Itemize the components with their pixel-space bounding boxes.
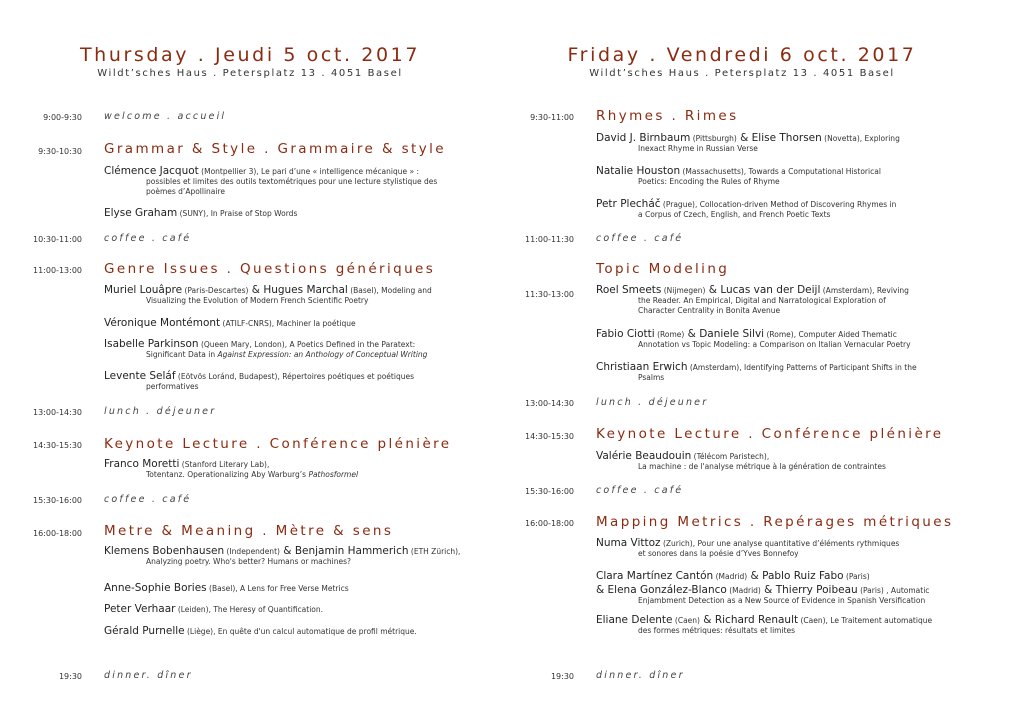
talk-title-cont: Annotation vs Topic Modeling: a Comparison on Italian Vernacular Poetry [638,340,911,349]
talk-title: , Towards a Computational Historical [743,167,881,176]
talk [596,285,996,316]
talk-title-cont: performatives [146,382,199,391]
break-dinner: dinner. dîner [104,670,193,681]
time-label: 15:30-16:00 [33,496,82,505]
time-label: 11:30-13:00 [525,290,574,299]
talk-title-cont: Enjambment Detection as a New Source of Evidence in Spanish Versification [638,596,926,605]
affiliation: (Paris) [843,572,870,581]
talk [596,615,996,636]
speaker: Anne-Sophie Bories [104,582,207,594]
talk [104,371,504,392]
speaker: Numa Vittoz [596,537,661,549]
talk-title: , [266,460,270,469]
talk-title: , Automatic [883,586,930,595]
session-title: Genre Issues . Questions génériques [104,261,436,277]
break-welcome: welcome . accueil [104,111,227,122]
affiliation: (Novetta) [821,134,860,143]
break-dinner: dinner. dîner [596,670,685,681]
time-label: 16:00-18:00 [33,529,82,538]
talk [104,604,504,615]
ampersand: & [279,545,295,557]
day-title: Friday . Vendredi 6 oct. 2017 [567,44,917,66]
affiliation: (Basel) [347,286,377,295]
speaker: Eliane Delente [596,614,673,626]
talk-title-cont: La machine : de l'analyse métrique à la génération de contraintes [638,462,886,471]
speaker: Fabio Ciotti [596,328,655,340]
speaker: Pablo Ruiz Fabo [762,570,844,582]
time-label: 19:30 [58,672,82,681]
speaker: Valérie Beaudouin [596,450,692,462]
speaker: Franco Moretti [104,458,180,470]
speaker: Benjamin Hammerich [294,545,409,557]
talk [596,571,996,582]
affiliation: (Eötvös Loránd, Budapest) [175,372,278,381]
talk [596,329,996,350]
talk-title: , Machiner la poétique [271,319,356,328]
talk-title-cont: Significant Data in Against Expression: an Anthology of Conceptual Writing [146,350,428,359]
speaker: Daniele Silvi [699,328,765,340]
affiliation: (Queen Mary, London) [198,340,285,349]
thursday-column [30,0,470,724]
speaker: Muriel Louâpre [104,284,183,296]
ampersand: & [684,328,700,340]
talk-title-cont: Visualizing the Evolution of Modern French Scientific Poetry [146,296,369,305]
affiliation: (Caen) [672,616,700,625]
speaker: Gérald Purnelle [104,625,185,637]
ampersand: & [760,584,776,596]
break-coffee: coffee . café [104,233,192,244]
speaker: Klemens Bobenhausen [104,545,225,557]
affiliation: (Zurich) [660,539,693,548]
speaker: Clémence Jacquot [104,165,199,177]
session-title: Rhymes . Rimes [596,108,739,124]
session-title: Grammar & Style . Grammaire & style [104,141,446,157]
talk-title-cont: des formes métriques: résultats et limites [638,626,796,635]
talk [104,166,504,197]
session-title: Keynote Lecture . Conférence plénière [596,426,944,442]
talk-title: , Le Traitement automatique [825,616,933,625]
talk [104,459,504,480]
affiliation: (ETH Zürich) [408,547,459,556]
affiliation: (Independent) [224,547,280,556]
venue: Wildt’sches Haus . Petersplatz 13 . 4051 Basel [589,68,895,79]
talk-title-cont: a Corpus of Czech, English, and French Poetic Texts [638,210,831,219]
affiliation: (Amsterdam) [820,286,873,295]
talk-title: , In Praise of Stop Words [205,209,298,218]
talk-title: , Le pari d’une « intelligence mécanique » : [256,167,420,176]
time-label: 9:30-11:00 [530,113,574,122]
talk-title: , Computer Aided Thematic [793,330,897,339]
affiliation: (Pittsburgh) [690,134,737,143]
ampersand: & [596,584,608,596]
talk-title-cont: Analyzing poetry. Who's better? Humans or machines? [146,557,351,566]
speaker: Thierry Poibeau [775,584,858,596]
break-coffee: coffee . café [104,494,192,505]
break-lunch: lunch . déjeuner [104,406,217,417]
talk-title-cont: et sonores dans la poésie d’Yves Bonnefoy [638,549,799,558]
affiliation: (Télécom Paristech) [691,452,767,461]
session-title: Keynote Lecture . Conférence plénière [104,436,452,452]
speaker: David J. Birnbaum [596,132,691,144]
break-coffee: coffee . café [596,485,684,496]
talk-title: , Identifying Patterns of Participant Shifts in the [739,363,917,372]
time-label: 19:30 [550,672,574,681]
session-title: Metre & Meaning . Mètre & sens [104,523,394,539]
affiliation: (Paris) [857,586,884,595]
ampersand: & [747,570,763,582]
talk [596,199,996,220]
affiliation: (ATILF-CNRS) [220,319,272,328]
talk [596,133,996,154]
speaker: Elyse Graham [104,207,178,219]
time-label: 9:00-9:30 [43,113,82,122]
speaker: Christiaan Erwich [596,361,688,373]
talk [104,339,504,360]
affiliation: (Madrid) [713,572,748,581]
talk-title: , A Lens for Free Verse Metrics [235,584,349,593]
time-label: 10:30-11:00 [33,235,82,244]
time-label: 14:30-15:30 [525,432,574,441]
affiliation: (Leiden) [175,605,209,614]
speaker: Peter Verhaar [104,603,176,615]
speaker: Natalie Houston [596,165,681,177]
talk-title: , En quête d'un calcul automatique de profil métrique. [213,627,417,636]
talk-title-cont: the Reader. An Empirical, Digital and Narratological Exploration of [638,296,886,305]
affiliation: (Madrid) [726,586,761,595]
speaker: Richard Renault [714,614,799,626]
session-title: Mapping Metrics . Repérages métriques [596,514,954,530]
break-lunch: lunch . déjeuner [596,397,709,408]
speaker: Levente Seláf [104,370,176,382]
talk [104,626,504,637]
break-coffee: coffee . café [596,233,684,244]
affiliation: (Prague) [660,200,695,209]
talk-title: , The Heresy of Quantification. [208,605,324,614]
affiliation: (Massachusetts) [680,167,744,176]
talk [596,166,996,187]
time-label: 13:00-14:30 [525,399,574,408]
talk-title: , A Poetics Defined in the Paratext: [284,340,416,349]
affiliation: (Nijmegen) [661,286,706,295]
friday-column [522,0,962,724]
talk-title: , [458,547,461,556]
speaker: Lucas van der Deijl [720,284,821,296]
talk-title-cont: Psalms [638,373,665,382]
time-label: 13:00-14:30 [33,408,82,417]
affiliation: (Rome) [764,330,794,339]
time-label: 15:30-16:00 [525,487,574,496]
talk [104,285,504,306]
affiliation: (Rome) [654,330,685,339]
talk-title: , Exploring [859,134,900,143]
talk-title-cont: Inexact Rhyme in Russian Verse [638,144,758,153]
speaker: Elena González-Blanco [607,584,727,596]
talk-title: , [766,452,770,461]
speaker: Roel Smeets [596,284,662,296]
talk [104,318,504,329]
talk-title: , Collocation-driven Method of Discovering Rhymes in [694,200,897,209]
ampersand: & [705,284,721,296]
session-title: Topic Modeling [596,261,730,277]
affiliation: (Liège) [184,627,214,636]
speaker: Clara Martínez Cantón [596,570,714,582]
venue: Wildt’sches Haus . Petersplatz 13 . 4051 Basel [97,68,403,79]
affiliation: (Amsterdam) [687,363,740,372]
time-label: 11:00-13:00 [33,266,82,275]
time-label: 14:30-15:30 [33,441,82,450]
talk [104,546,504,567]
time-label: 11:00-11:30 [525,235,574,244]
talk [596,451,996,472]
time-label: 16:00-18:00 [525,519,574,528]
speaker: Isabelle Parkinson [104,338,199,350]
talk-title-cont: possibles et limites des outils textométriques pour une lecture stylistique des [146,177,438,186]
day-title: Thursday . Jeudi 5 oct. 2017 [79,44,421,66]
affiliation: (Basel) [206,584,236,593]
talk [104,583,504,594]
talk [104,208,504,219]
speaker: Elise Thorsen [751,132,822,144]
affiliation: (Caen) [798,616,826,625]
ampersand: & [248,284,264,296]
talk-title: , Reviving [872,286,909,295]
talk-title: , Répertoires poétiques et poétiques [277,372,414,381]
affiliation: (Stanford Literary Lab) [179,460,267,469]
talk-title: , Pour une analyse quantitative d’éléments rythmiques [692,539,900,548]
talk-title-cont: Poetics: Encoding the Rules of Rhyme [638,177,780,186]
talk [596,538,996,559]
affiliation: (Paris-Descartes) [182,286,249,295]
speaker: Véronique Montémont [104,317,221,329]
talk [596,585,996,606]
affiliation: (Montpellier 3) [198,167,257,176]
affiliation: (SUNY) [177,209,206,218]
talk [596,362,996,383]
ampersand: & [736,132,752,144]
speaker: Hugues Marchal [263,284,348,296]
speaker: Petr Plecháč [596,198,661,210]
talk-title-cont: Totentanz. Operationalizing Aby Warburg’s Pathosformel [146,470,359,479]
talk-title-cont: poèmes d’Apollinaire [146,187,226,196]
talk-title-cont: Character Centrality in Bonita Avenue [638,306,781,315]
talk-title: , Modeling and [376,286,432,295]
ampersand: & [699,614,715,626]
time-label: 9:30-10:30 [38,147,82,156]
